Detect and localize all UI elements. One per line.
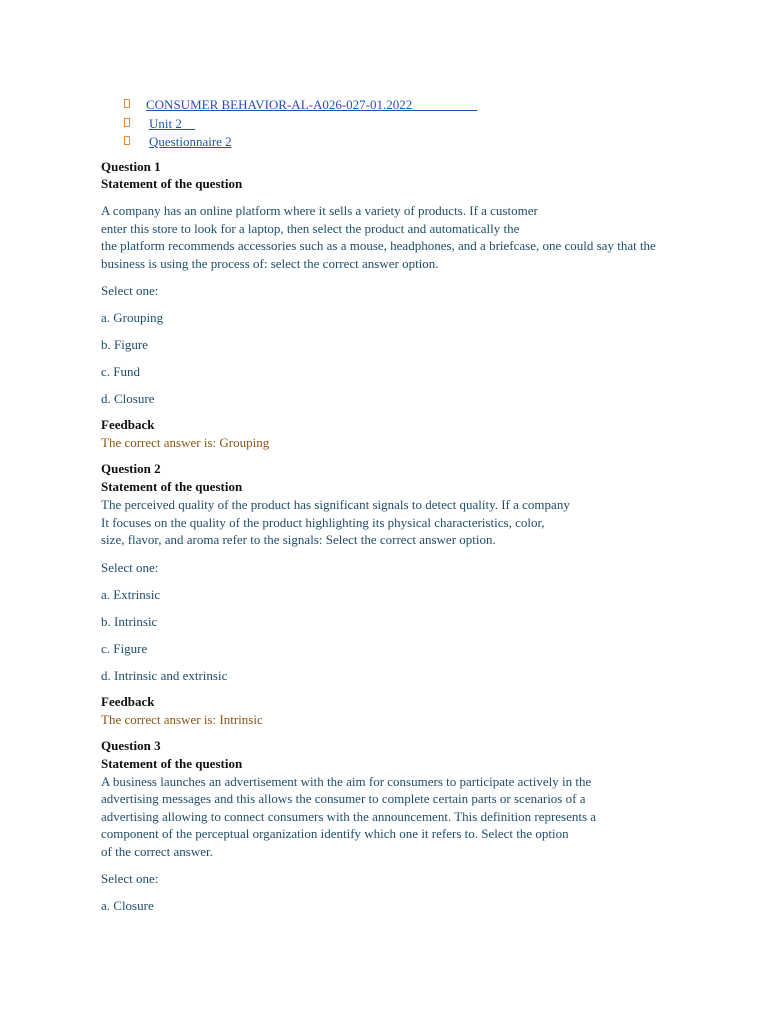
bullet-box-icon	[124, 99, 130, 108]
answer-option: a. Grouping	[101, 310, 164, 325]
breadcrumb-link-unit[interactable]: Unit 2__	[149, 115, 195, 131]
question-block	[101, 737, 741, 915]
feedback-text: The correct answer is: Intrinsic	[101, 711, 263, 727]
answer-option: b. Intrinsic	[101, 613, 158, 629]
feedback-heading: Feedback	[101, 693, 155, 709]
answer-option: c. Fund	[101, 364, 140, 379]
breadcrumb-link-questionnaire[interactable]: Questionnaire 2	[149, 134, 232, 149]
question-text-line: size, flavor, and aroma refer to the signals: Select the correct answer option.	[101, 532, 496, 547]
question-block	[101, 158, 741, 451]
question-text-line: A company has an online platform where it sells a variety of products. If a customer	[101, 203, 538, 218]
question-text	[101, 496, 741, 549]
question-text	[101, 202, 741, 272]
question-text-line: A business launches an advertisement with the aim for consumers to participate actively in the	[101, 773, 592, 789]
question-text-line: It focuses on the quality of the product highlighting its physical characteristics, color,	[101, 514, 545, 530]
select-one-label: Select one:	[101, 559, 159, 575]
quiz-review	[101, 158, 741, 914]
breadcrumb-link-course[interactable]: CONSUMER BEHAVIOR-AL-A026-027-01.2022__________	[146, 97, 478, 112]
bullet-box-icon	[124, 136, 130, 145]
bullet-box-icon	[124, 118, 130, 127]
answer-option: d. Intrinsic and extrinsic	[101, 667, 228, 683]
feedback-heading: Feedback	[101, 417, 155, 432]
question-text-line: the platform recommends accessories such as a mouse, headphones, and a briefcase, one could say that the	[101, 238, 656, 253]
answer-option: d. Closure	[101, 391, 155, 406]
question-text-line: of the correct answer.	[101, 843, 213, 859]
answer-option: a. Extrinsic	[101, 586, 161, 602]
statement-label: Statement of the question	[101, 755, 243, 771]
answer-option: c. Figure	[101, 640, 148, 656]
question-text-line: enter this store to look for a laptop, then select the product and automatically the	[101, 220, 520, 236]
select-one-label: Select one:	[101, 871, 159, 886]
statement-label: Statement of the question	[101, 479, 243, 494]
question-text-line: component of the perceptual organization identify which one it refers to. Select the option	[101, 826, 569, 841]
statement-label: Statement of the question	[101, 176, 243, 191]
question-number: Question 2	[101, 461, 161, 476]
question-text-line: business is using the process of: select the correct answer option.	[101, 255, 439, 271]
question-block	[101, 460, 741, 728]
select-one-label: Select one:	[101, 283, 159, 298]
question-text-line: advertising messages and this allows the consumer to complete certain parts or scenarios of a	[101, 791, 586, 806]
question-text-line: The perceived quality of the product has significant signals to detect quality. If a company	[101, 497, 570, 512]
feedback-text: The correct answer is: Grouping	[101, 435, 270, 450]
question-text	[101, 773, 741, 861]
question-number: Question 1	[101, 159, 161, 174]
answer-option: a. Closure	[101, 898, 154, 913]
question-number: Question 3	[101, 737, 161, 753]
answer-option: b. Figure	[101, 337, 148, 352]
question-text-line: advertising allowing to connect consumers with the announcement. This definition represents a	[101, 808, 597, 824]
